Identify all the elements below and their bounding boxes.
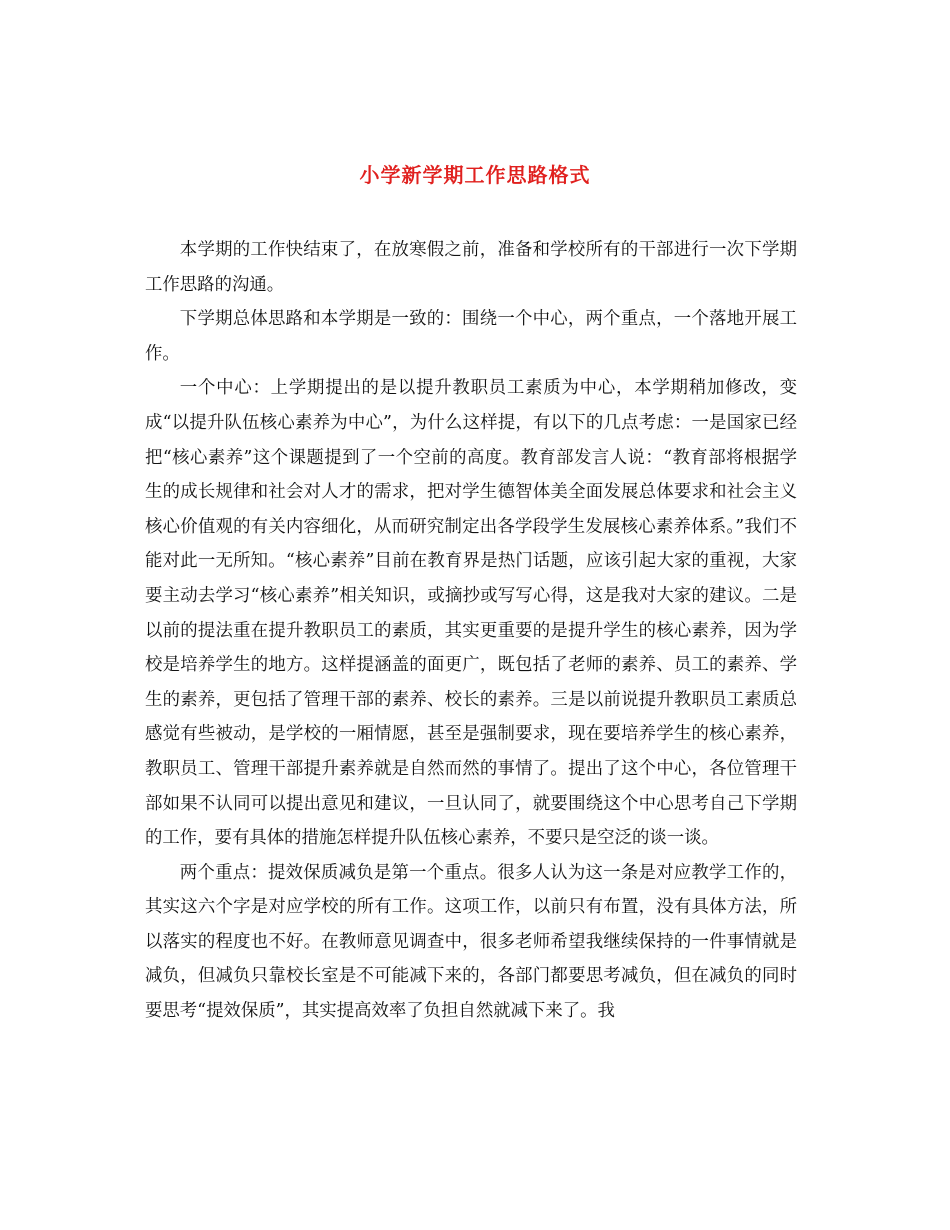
paragraph-1: 本学期的工作快结束了，在放寒假之前，准备和学校所有的干部进行一次下学期工作思路的沟通。 bbox=[145, 240, 797, 295]
document-body bbox=[145, 233, 797, 1029]
document-title: 小学新学期工作思路格式 bbox=[359, 163, 591, 188]
paragraph-3: 一个中心：上学期提出的是以提升教职员工素质为中心，本学期稍加修改，变成“以提升队伍核心素养为中心”，为什么这样提，有以下的几点考虑：一是国家已经把“核心素养”这个课题提到了一个空前的高度。教育部发言人说：“教育部将根据学生的成长规律和社会对人才的需求，把对学生德智体美全面发展总体要求和社会主义核心价值观的有关内容细化，从而研究制定出各学段学生发展核心素养体系。”我们不能对此一无所知。“核心素养”目前在教育界是热门话题，应该引起大家的重视，大家要主动去学习“核心素养”相关知识，或摘抄或写写心得，这是我对大家的建议。二是以前的提法重在提升教职员工的素质，其实更重要的是提升学生的核心素养，因为学校是培养学生的地方。这样提涵盖的面更广，既包括了老师的素养、员工的素养、学生的素养，更包括了管理干部的素养、校长的素养。三是以前说提升教职员工素质总感觉有些被动，是学校的一厢情愿，甚至是强制要求，现在要培养学生的核心素养，教职员工、管理干部提升素养就是自然而然的事情了。提出了这个中心，各位管理干部如果不认同可以提出意见和建议，一旦认同了，就要围绕这个中心思考自己下学期的工作，要有具体的措施怎样提升队伍核心素养，不要只是空泛的谈一谈。 bbox=[145, 378, 797, 849]
paragraph-4: 两个重点：提效保质减负是第一个重点。很多人认为这一条是对应教学工作的，其实这六个字是对应学校的所有工作。这项工作，以前只有布置，没有具体方法，所以落实的程度也不好。在教师意见调查中，很多老师希望我继续保持的一件事情就是减负，但减负只靠校长室是不可能减下来的，各部门都要思考减负，但在减负的同时要思考“提效保质”，其实提高效率了负担自然就减下来了。我 bbox=[145, 862, 797, 1022]
paragraph-2: 下学期总体思路和本学期是一致的：围绕一个中心，两个重点，一个落地开展工作。 bbox=[145, 309, 797, 364]
